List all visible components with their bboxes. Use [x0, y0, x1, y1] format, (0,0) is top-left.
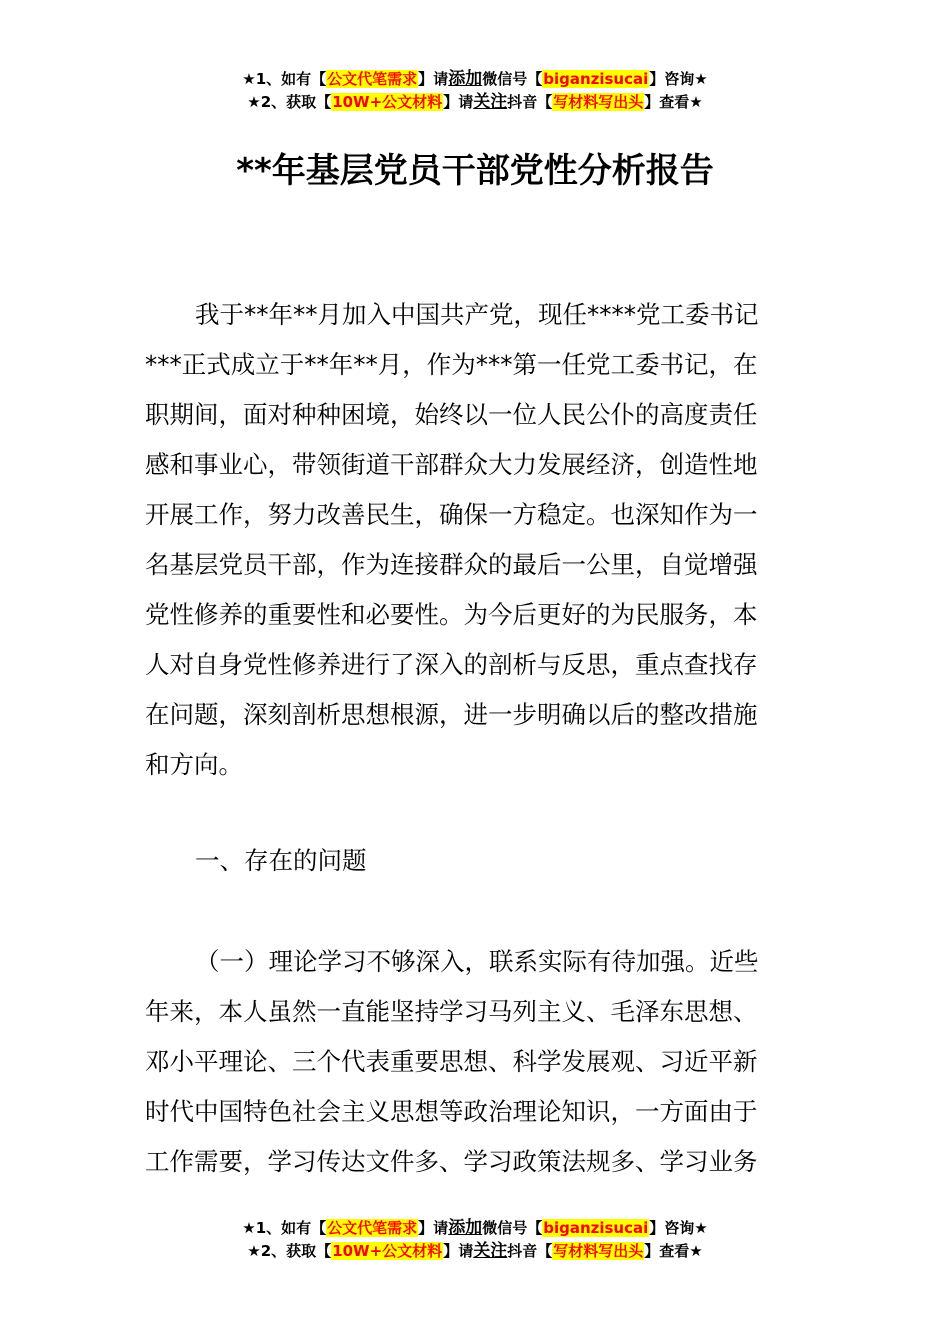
banner-highlight: 10W+公文材料 [332, 93, 443, 111]
banner-highlight: biganzisucai [543, 1219, 649, 1237]
paragraph-problems [145, 937, 807, 1187]
banner-text: 微信号【 [482, 1219, 543, 1237]
text-line: 工作需要，学习传达文件多、学习政策法规多、学习业务 [145, 1147, 758, 1176]
text-line: 人对自身党性修养进行了深入的剖析与反思，重点查找存 [145, 650, 758, 679]
section-heading [145, 836, 807, 886]
header-banner [0, 68, 950, 114]
banner-text: 抖音【 [507, 1242, 553, 1260]
document-title: **年基层党员干部党性分析报告 [236, 151, 714, 191]
banner-highlight: 写材料写出头 [553, 1242, 644, 1260]
text-line: 开展工作，努力改善民生，确保一方稳定。也深知作为一 [145, 500, 758, 529]
banner-text: 】请 [418, 1219, 449, 1237]
banner-underline: 添加 [448, 69, 483, 89]
banner-highlight: biganzisucai [543, 70, 649, 88]
banner-text: 】查看★ [644, 1242, 703, 1260]
text-line: （一）理论学习不够深入，联系实际有待加强。近些 [195, 947, 759, 976]
paragraph-intro [145, 290, 807, 790]
banner-line-2 [0, 91, 950, 114]
text-line: ***正式成立于**年**月，作为***第一任党工委书记，在 [145, 350, 758, 379]
text-line: 邓小平理论、三个代表重要思想、科学发展观、习近平新 [145, 1047, 758, 1076]
heading-text: 一、存在的问题 [195, 846, 367, 875]
banner-highlight: 公文代笔需求 [327, 70, 418, 88]
text-line: 和方向。 [145, 750, 243, 779]
text-line: 党性修养的重要性和必要性。为今后更好的为民服务，本 [145, 600, 758, 629]
banner-highlight: 写材料写出头 [553, 93, 644, 111]
banner-line-1 [0, 68, 950, 91]
text-line: 年来，本人虽然一直能坚持学习马列主义、毛泽东思想、 [145, 997, 758, 1026]
banner-highlight: 公文代笔需求 [327, 1219, 418, 1237]
banner-underline: 关注 [473, 92, 508, 112]
text-line: 时代中国特色社会主义思想等政治理论知识，一方面由于 [145, 1097, 758, 1126]
text-line: 名基层党员干部，作为连接群众的最后一公里，自觉增强 [145, 550, 758, 579]
text-line: 职期间，面对种种困境，始终以一位人民公仆的高度责任 [145, 400, 758, 429]
banner-line-2 [0, 1240, 950, 1263]
text-line: 感和事业心，带领街道干部群众大力发展经济，创造性地 [145, 450, 758, 479]
banner-text: 】咨询★ [649, 1219, 708, 1237]
text-line: 我于**年**月加入中国共产党，现任****党工委书记 [195, 300, 759, 329]
banner-text: 】请 [443, 93, 474, 111]
banner-text: ★1、如有【 [242, 70, 327, 88]
banner-highlight: 10W+公文材料 [332, 1242, 443, 1260]
banner-text: 】查看★ [644, 93, 703, 111]
banner-text: 微信号【 [482, 70, 543, 88]
banner-text: 】请 [418, 70, 449, 88]
banner-text: ★1、如有【 [242, 1219, 327, 1237]
banner-text: 】请 [443, 1242, 474, 1260]
banner-text: 抖音【 [507, 93, 553, 111]
banner-line-1 [0, 1217, 950, 1240]
banner-underline: 添加 [448, 1218, 483, 1238]
banner-text: ★2、获取【 [247, 93, 332, 111]
text-line: 在问题，深刻剖析思想根源，进一步明确以后的整改措施 [145, 700, 758, 729]
footer-banner [0, 1217, 950, 1263]
banner-text: ★2、获取【 [247, 1242, 332, 1260]
banner-text: 】咨询★ [649, 70, 708, 88]
banner-underline: 关注 [473, 1241, 508, 1261]
